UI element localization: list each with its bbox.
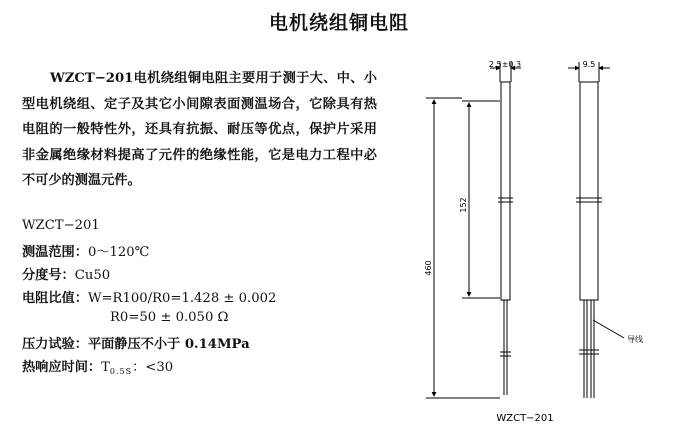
intro-paragraph: WZCT−201电机绕组铜电阻主要用于测于大、中、小型电机绕组、定子及其它小间隙表面测温场合，它除具有热电阻的一般特性外，还具有抗振、耐压等优点，保护片采用非金属绝缘材料提高了元件的绝缘性能，它是电力工程中必不可少的测温元件。 <box>22 71 377 188</box>
r0-value: R0=50 ± 0.050 Ω <box>110 310 229 325</box>
pressure-value: 平面静压不小于 0.14MPa <box>87 337 250 352</box>
page-title: 电机绕组铜电阻 <box>268 12 409 34</box>
front-view <box>568 62 624 398</box>
range-value: 0～120℃ <box>87 245 150 260</box>
response-subscript: 0.5S <box>109 367 133 376</box>
dim-thickness-label: 2.5±0.3 <box>488 60 522 69</box>
pressure-label: 压力试验： <box>22 337 88 352</box>
response-value: ：<30 <box>132 360 174 375</box>
response-t: T <box>101 360 110 375</box>
ratio-value: W=R100/R0=1.428 ± 0.002 <box>87 291 277 306</box>
range-label: 测温范围： <box>22 245 88 260</box>
dim-width-label: 9.5 <box>582 60 596 69</box>
side-view <box>490 62 521 395</box>
dim-total-lines <box>426 98 500 398</box>
model-caption: WZCT−201 <box>496 413 554 424</box>
dim-total-label: 460 <box>424 260 433 276</box>
response-label: 热响应时间： <box>22 360 102 375</box>
model-value: WZCT−201 <box>22 218 100 233</box>
grade-value: Cu50 <box>74 268 111 283</box>
grade-label: 分度号： <box>22 268 75 283</box>
ratio-label: 电阻比值： <box>22 291 88 306</box>
lead-label: 导线 <box>627 335 643 344</box>
dim-sensor-label: 152 <box>459 197 468 213</box>
